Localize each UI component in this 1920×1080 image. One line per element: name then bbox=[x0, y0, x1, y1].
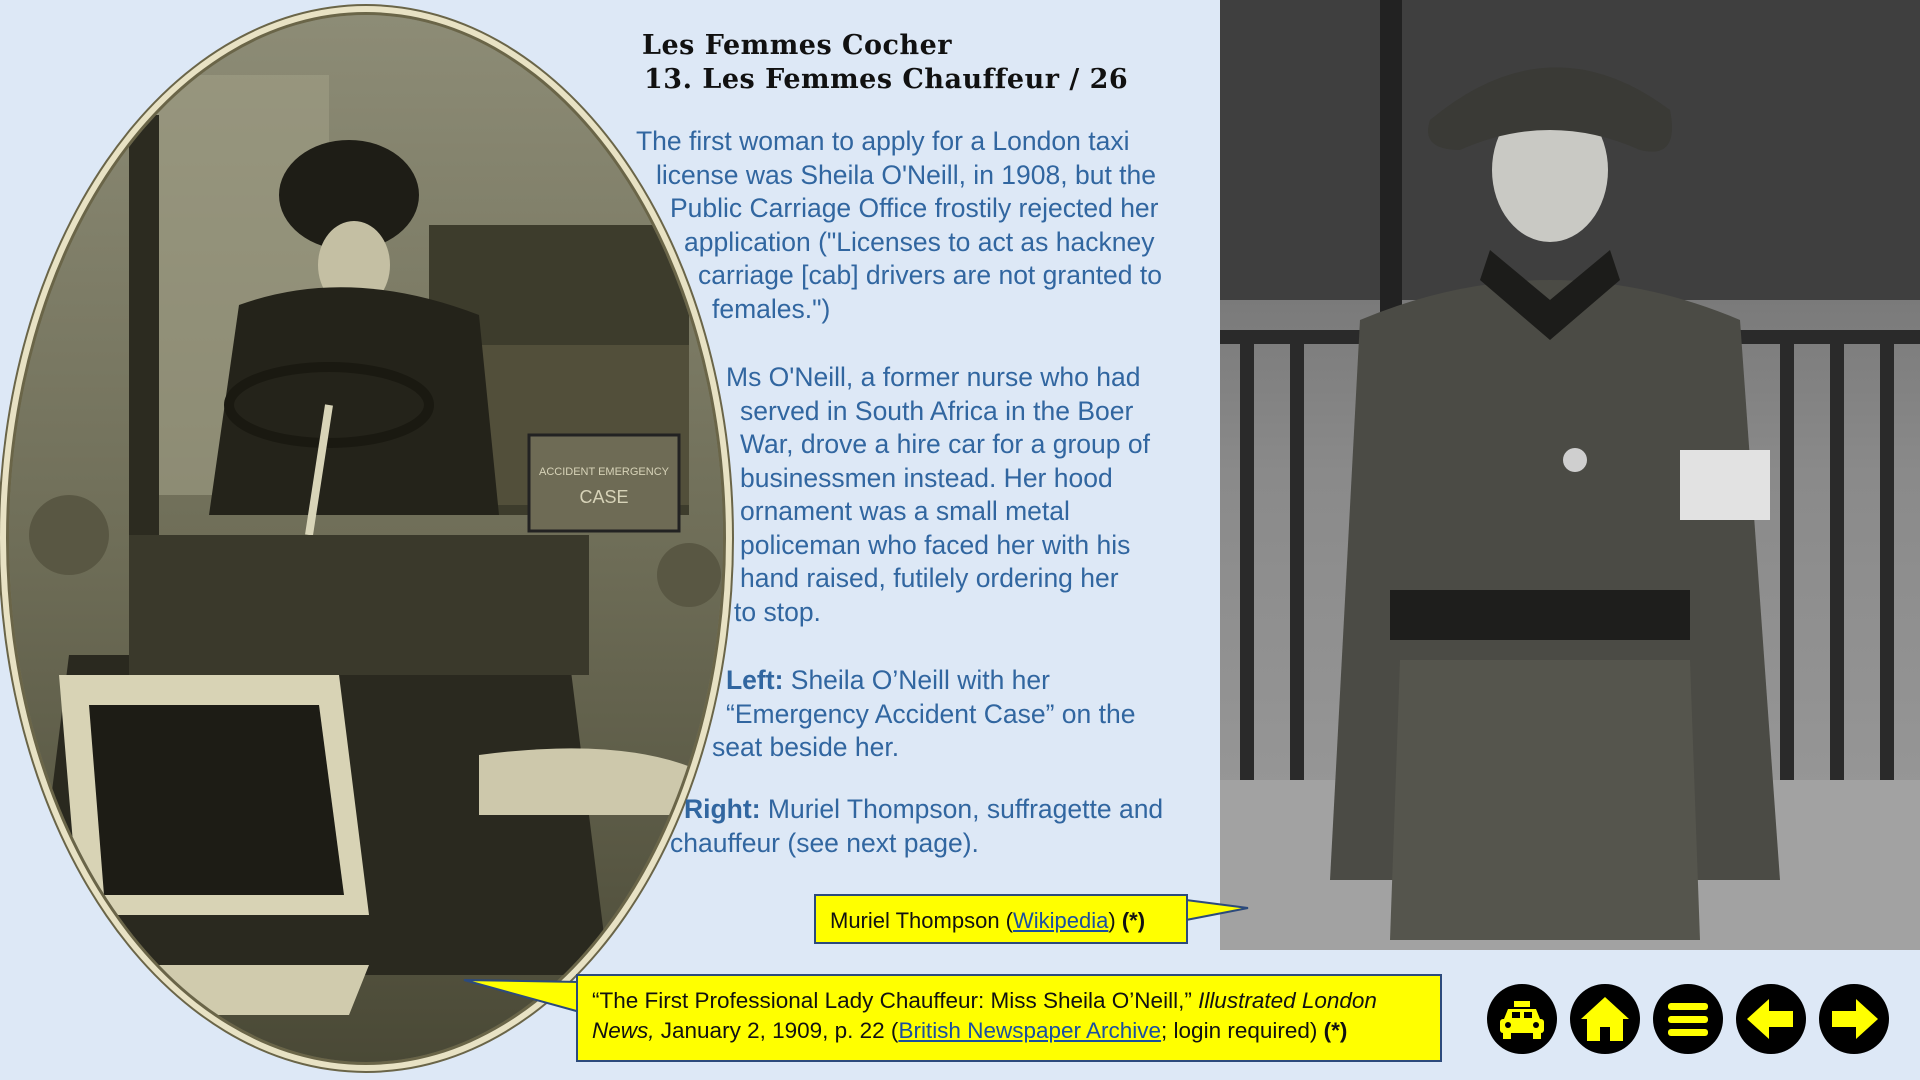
paragraph-2 bbox=[0, 361, 1150, 629]
citation-pub-line2: News, bbox=[592, 1018, 655, 1043]
page-title-line1: Les Femmes Cocher bbox=[642, 30, 953, 61]
taxi-button[interactable] bbox=[1487, 984, 1557, 1054]
menu-icon bbox=[1660, 991, 1716, 1047]
caption-right-line: chauffeur (see next page). bbox=[670, 827, 979, 858]
p1-line: application ("Licenses to act as hackney bbox=[684, 226, 1155, 257]
photo-sign-line1: ACCIDENT EMERGENCY bbox=[539, 466, 669, 478]
p2-line: businessmen instead. Her hood bbox=[740, 462, 1113, 493]
p2-line: to stop. bbox=[734, 596, 821, 627]
p2-line: hand raised, futilely ordering her bbox=[740, 563, 1119, 593]
next-page-button[interactable] bbox=[1819, 984, 1889, 1054]
callout-bottom-pointer bbox=[462, 976, 582, 1020]
paragraph-1 bbox=[0, 125, 1162, 326]
citation-after-link: ; login required) bbox=[1161, 1018, 1324, 1043]
callout-muriel-thompson bbox=[814, 894, 1188, 944]
callout-right-prefix: Muriel Thompson ( bbox=[830, 908, 1013, 933]
p2-line: policeman who faced her with his bbox=[740, 529, 1131, 560]
callout-right-pointer bbox=[1186, 896, 1250, 926]
caption-right-text: Muriel Thompson, suffragette and bbox=[760, 794, 1164, 824]
p1-line: females.") bbox=[712, 293, 831, 324]
caption-left-line bbox=[726, 664, 1135, 698]
previous-page-button[interactable] bbox=[1736, 984, 1806, 1054]
p1-line: carriage [cab] drivers are not granted to bbox=[698, 260, 1162, 290]
caption-left-line: seat beside her. bbox=[712, 732, 900, 762]
photo-sign-line2: CASE bbox=[579, 487, 629, 507]
p1-line: license was Sheila O'Neill, in 1908, but the bbox=[656, 159, 1157, 190]
p2-line: Ms O'Neill, a former nurse who had bbox=[726, 362, 1141, 392]
taxi-icon bbox=[1494, 991, 1550, 1047]
citation-pub-line1: Illustrated London bbox=[1198, 988, 1377, 1013]
callout-citation bbox=[576, 974, 1442, 1062]
p2-line: ornament was a small metal bbox=[740, 496, 1070, 526]
p2-line: served in South Africa in the Boer bbox=[740, 395, 1134, 426]
citation-quote: “The First Professional Lady Chauffeur: Miss Sheila O’Neill,” bbox=[592, 988, 1199, 1013]
menu-button[interactable] bbox=[1653, 984, 1723, 1054]
p1-line: The first woman to apply for a London taxi bbox=[636, 126, 1130, 156]
p1-line: Public Carriage Office frostily rejected her bbox=[670, 193, 1159, 223]
home-button[interactable] bbox=[1570, 984, 1640, 1054]
caption-right-line bbox=[684, 793, 1163, 827]
home-icon bbox=[1577, 991, 1633, 1047]
caption-left bbox=[0, 664, 1135, 765]
citation-date: January 2, 1909, p. 22 ( bbox=[654, 1018, 899, 1043]
p2-line: War, drove a hire car for a group of bbox=[740, 429, 1150, 459]
page-title-line2: 13. Les Femmes Chauffeur / 26 bbox=[644, 64, 1129, 95]
callout-right-mark: (*) bbox=[1121, 908, 1146, 933]
arrow-left-icon bbox=[1743, 991, 1799, 1047]
caption-left-label: Left: bbox=[726, 665, 784, 695]
citation-mark: (*) bbox=[1323, 1018, 1348, 1043]
british-newspaper-archive-link[interactable]: British Newspaper Archive bbox=[898, 1018, 1162, 1043]
wikipedia-link[interactable]: Wikipedia bbox=[1013, 908, 1109, 933]
callout-right-suffix: ) bbox=[1108, 908, 1122, 933]
caption-right bbox=[0, 793, 1163, 860]
caption-right-label: Right: bbox=[684, 794, 761, 824]
caption-left-text: Sheila O’Neill with her bbox=[783, 665, 1050, 695]
muriel-thompson-photo bbox=[1220, 0, 1920, 950]
arrow-right-icon bbox=[1826, 991, 1882, 1047]
caption-left-line: “Emergency Accident Case” on the bbox=[726, 698, 1136, 729]
citation-line2 bbox=[592, 1016, 1426, 1046]
citation-line1 bbox=[592, 986, 1426, 1016]
